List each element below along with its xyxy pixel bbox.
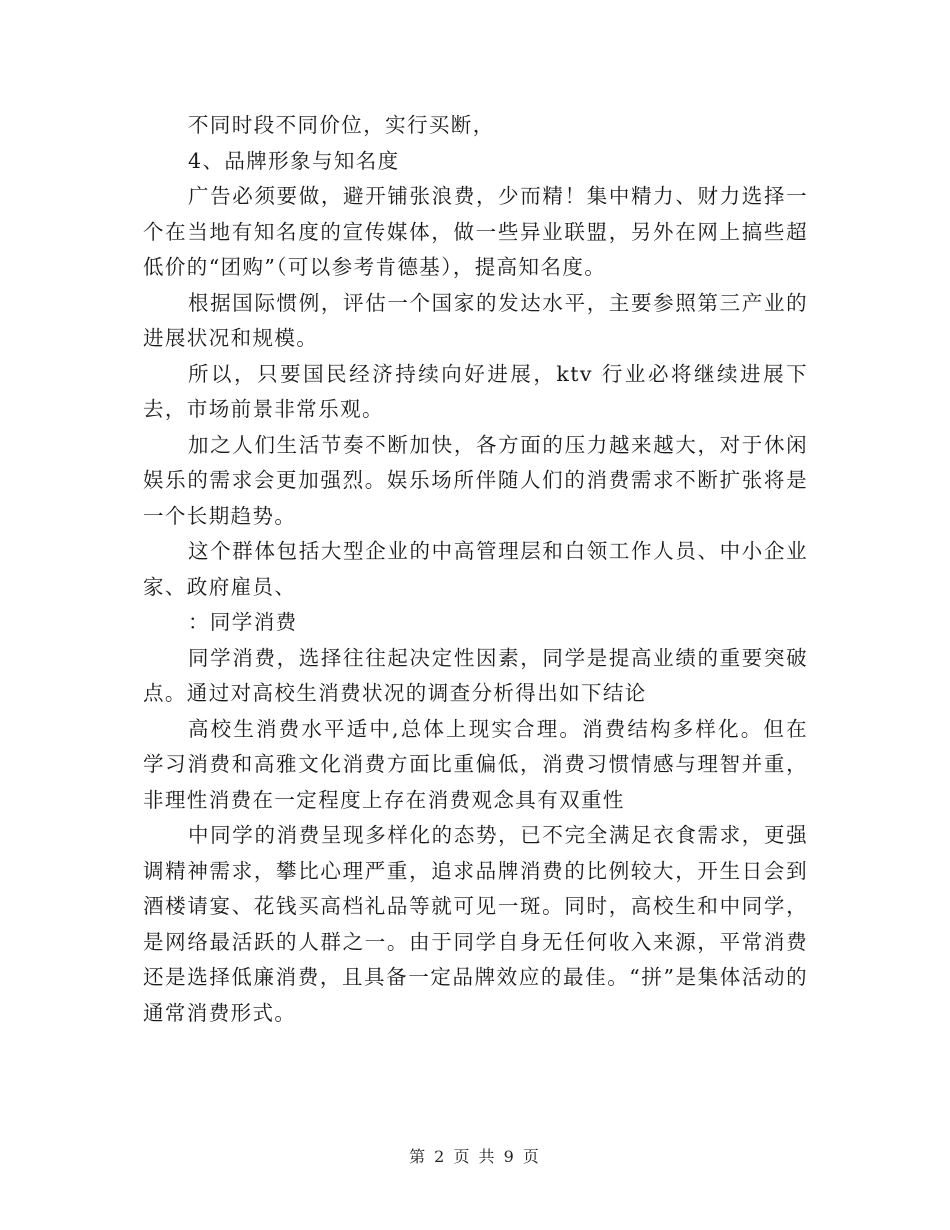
paragraph-pricing: 不同时段不同价位，实行买断，: [188, 113, 495, 137]
paragraph-target-group: 这个群体包括大型企业的中高管理层和白领工作人员、中小企业家、政府雇员、: [143, 539, 808, 599]
paragraph-market-outlook: 所以，只要国民经济持续向好进展，ktv 行业必将继续进展下去，市场前景非常乐观。: [143, 361, 808, 421]
document-body: [143, 108, 808, 1031]
paragraph-entertainment-demand: 加之人们生活节奏不断加快，各方面的压力越来越大，对于休闲娱乐的需求会更加强烈。娱乐场所伴随人们的消费需求不断扩张将是一个长期趋势。: [143, 432, 808, 528]
section-heading-brand-image: 4、品牌形象与知名度: [188, 148, 400, 173]
paragraph-high-school-consumption: 中同学的消费呈现多样化的态势，已不完全满足衣食需求，更强调精神需求，攀比心理严重，追求品牌消费的比例较大，开生日会到酒楼请宴、花钱买高档礼品等就可见一斑。同时，高校生和中同学，是网络最活跃的人群之一。由于同学自身无任何收入来源，平常消费还是选择低廉消费，且具备一定品牌效应的最佳。“拼”是集体活动的通常消费形式。: [143, 823, 808, 1025]
section-heading-student-consumption: ：同学消费: [188, 610, 298, 634]
paragraph-student-choice: 同学消费，选择往往起决定性因素，同学是提高业绩的重要突破点。通过对高校生消费状况的调查分析得出如下结论: [143, 645, 808, 705]
page-number-label: 第 2 页 共 9 页: [409, 1147, 541, 1166]
paragraph-international-practice: 根据国际惯例，评估一个国家的发达水平，主要参照第三产业的进展状况和规模。: [143, 290, 808, 350]
page-footer: [0, 1144, 950, 1167]
paragraph-college-consumption: 高校生消费水平适中,总体上现实合理。消费结构多样化。但在学习消费和高雅文化消费方面比重偏低，消费习惯情感与理智并重，非理性消费在一定程度上存在消费观念具有双重性: [143, 716, 808, 812]
paragraph-advertising: 广告必须要做，避开铺张浪费，少而精！集中精力、财力选择一个在当地有知名度的宣传媒体，做一些异业联盟，另外在网上搞些超低价的“团购”（可以参考肯德基），提高知名度。: [143, 184, 808, 279]
